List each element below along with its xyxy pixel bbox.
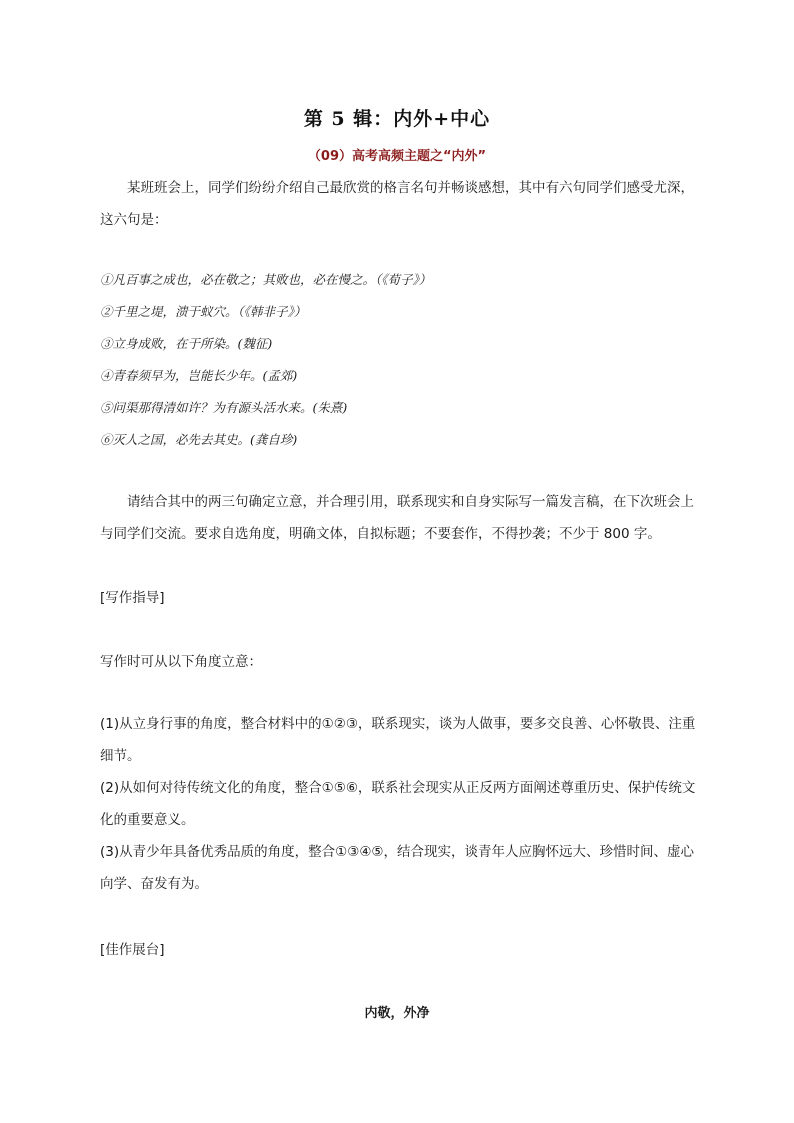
quote-item: ⑤问渠那得清如许？为有源头活水来。(朱熹) xyxy=(100,400,348,415)
angle-item: (2)从如何对待传统文化的角度，整合①⑤⑥，联系社会现实从正反两方面阐述尊重历史、保护传统文化的重要意义。 xyxy=(100,780,696,828)
page-title: 第 5 辑：内外+中心 xyxy=(303,108,491,130)
angle-item: (1)从立身行事的角度，整合材料中的①②③，联系现实，谈为人做事，要多交良善、心怀敬畏、注重细节。 xyxy=(100,716,696,764)
quote-item: ③立身成败，在于所染。(魏征) xyxy=(100,336,273,351)
quote-item: ⑥灭人之国，必先去其史。(龚自珍) xyxy=(100,432,298,447)
writing-guide-heading: [写作指导] xyxy=(100,590,165,606)
task-paragraph: 请结合其中的两三句确定立意，并合理引用，联系现实和自身实际写一篇发言稿，在下次班会上与同学们交流。要求自选角度，明确文体，自拟标题；不要套作，不得抄袭；不少于 800 字。 xyxy=(100,494,694,542)
quote-item: ①凡百事之成也，必在敬之；其败也，必在慢之。（《荀子》） xyxy=(100,272,432,287)
angle-item: (3)从青少年具备优秀品质的角度，整合①③④⑤，结合现实，谈青年人应胸怀远大、珍惜时间、虚心向学、奋发有为。 xyxy=(100,844,695,892)
angle-list xyxy=(100,708,706,900)
angle-lead: 写作时可从以下角度立意： xyxy=(100,654,262,670)
page-subtitle: （09）高考高频主题之“内外” xyxy=(307,149,487,164)
showcase-heading: [佳作展台] xyxy=(100,942,165,958)
quote-item: ④青春须早为，岂能长少年。(孟郊) xyxy=(100,368,298,383)
quote-list xyxy=(100,266,431,458)
essay-title: 内敬，外净 xyxy=(364,1006,430,1021)
intro-paragraph: 某班班会上，同学们纷纷介绍自己最欣赏的格言名句并畅谈感想，其中有六句同学们感受尤深，这六句是： xyxy=(100,180,694,228)
quote-item: ②千里之堤，溃于蚁穴。（《韩非子》） xyxy=(100,304,307,319)
